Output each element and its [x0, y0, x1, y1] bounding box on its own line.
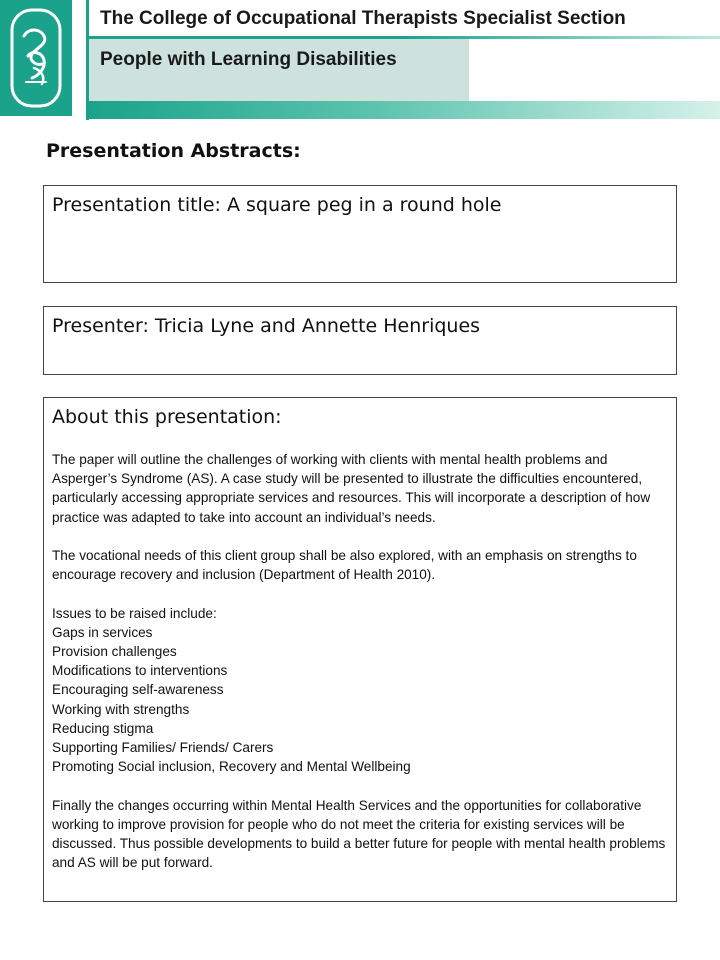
about-paragraph-2: The vocational needs of this client group shall be also explored, with an emphasis on strengths to encourage recovery and inclusion (Department of Health 2010).	[52, 548, 637, 583]
header-banner	[0, 0, 720, 120]
about-box	[43, 397, 677, 902]
issues-list	[52, 604, 670, 777]
presenter-names: Presenter: Tricia Lyne and Annette Henriques	[52, 315, 481, 337]
list-item: Reducing stigma	[52, 720, 154, 736]
list-item: Supporting Families/ Friends/ Carers	[52, 740, 274, 756]
list-item: Modifications to interventions	[52, 663, 228, 679]
presenter-box	[43, 306, 677, 375]
presentation-title: Presentation title: A square peg in a round hole	[52, 194, 502, 216]
header-rule-bottom	[89, 101, 720, 119]
list-item: Working with strengths	[52, 701, 190, 717]
issues-intro: Issues to be raised include:	[52, 605, 217, 621]
section-heading: Presentation Abstracts:	[46, 140, 301, 162]
title-box	[43, 185, 677, 283]
header-title: The College of Occupational Therapists Specialist Section	[100, 8, 626, 29]
about-paragraph-3: Finally the changes occurring within Mental Health Services and the opportunities for collaborative working to improve provision for people who do not meet the criteria for existing services will be discussed. Thus possible developments to build a better future for people with mental health problems and AS will be put forward.	[52, 797, 666, 871]
about-paragraph-1: The paper will outline the challenges of working with clients with mental health problems and Asperger’s Syndrome (AS). A case study will be presented to illustrate the difficulties encountered, particularly accessing appropriate services and resources. This will incorporate a description of how practice was adapted to take into account an individual’s needs.	[52, 452, 651, 525]
header-subtitle: People with Learning Disabilities	[100, 49, 397, 70]
list-item: Promoting Social inclusion, Recovery and Mental Wellbeing	[52, 759, 411, 775]
list-item: Encouraging self-awareness	[52, 682, 224, 698]
hands-logo-icon	[6, 6, 66, 110]
list-item: Provision challenges	[52, 644, 177, 659]
logo	[0, 0, 72, 116]
about-heading: About this presentation:	[52, 406, 282, 428]
about-body	[52, 450, 670, 892]
list-item: Gaps in services	[52, 624, 153, 640]
